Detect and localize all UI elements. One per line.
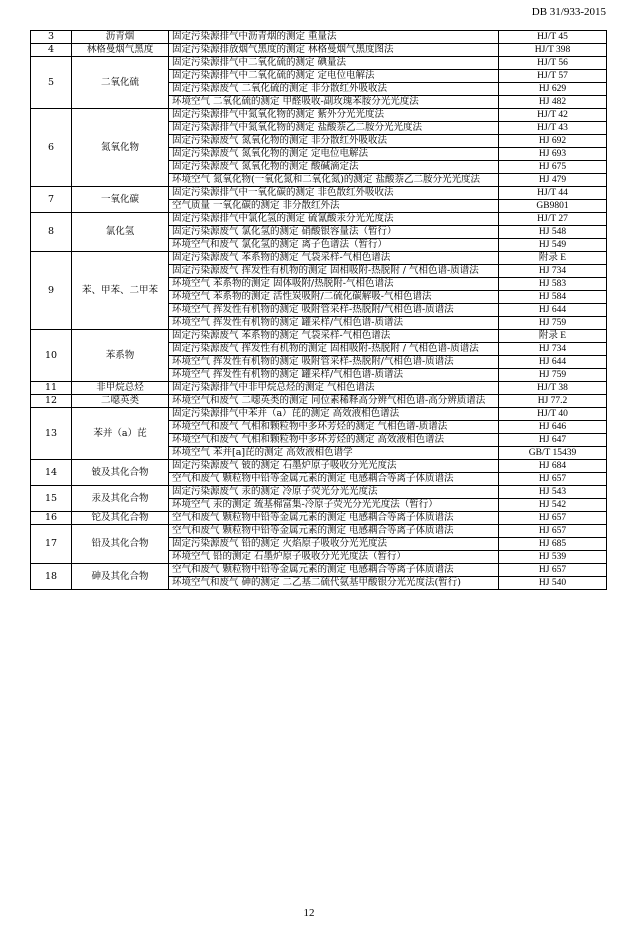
item-number: 12 <box>31 395 72 408</box>
standard-number: HJ 734 <box>499 343 607 356</box>
pollutant-name: 苯并（a）芘 <box>72 408 169 460</box>
method-description: 固定污染源废气 氮氧化物的测定 定电位电解法 <box>169 148 499 161</box>
standard-number: 附录 E <box>499 252 607 265</box>
pollutant-name: 非甲烷总烃 <box>72 382 169 395</box>
pollutant-name: 二噁英类 <box>72 395 169 408</box>
item-number: 6 <box>31 109 72 187</box>
method-description: 固定污染源排气中氯化氢的测定 硫氰酸汞分光光度法 <box>169 213 499 226</box>
table-row <box>31 330 607 343</box>
method-description: 空气和废气 颗粒物中铅等金属元素的测定 电感耦合等离子体质谱法 <box>169 473 499 486</box>
item-number: 8 <box>31 213 72 252</box>
standard-number: HJ/T 45 <box>499 31 607 44</box>
page-number: 12 <box>303 907 315 919</box>
table-row <box>31 382 607 395</box>
standard-number: HJ 77.2 <box>499 395 607 408</box>
item-number: 4 <box>31 44 72 57</box>
table-row <box>31 31 607 44</box>
standard-number: HJ 675 <box>499 161 607 174</box>
standard-number: HJ/T 27 <box>499 213 607 226</box>
method-description: 空气和废气 颗粒物中铅等金属元素的测定 电感耦合等离子体质谱法 <box>169 525 499 538</box>
item-number: 11 <box>31 382 72 395</box>
standard-number: GB9801 <box>499 200 607 213</box>
standard-number: HJ/T 56 <box>499 57 607 70</box>
standard-number: HJ 644 <box>499 356 607 369</box>
table-row <box>31 460 607 473</box>
standard-number: HJ 644 <box>499 304 607 317</box>
table-row <box>31 525 607 538</box>
method-description: 固定污染源废气 二氧化硫的测定 非分散红外吸收法 <box>169 83 499 96</box>
method-description: 固定污染源废气 氮氧化物的测定 非分散红外吸收法 <box>169 135 499 148</box>
method-description: 固定污染源排气中氮氧化物的测定 盐酸萘乙二胺分光光度法 <box>169 122 499 135</box>
item-number: 10 <box>31 330 72 382</box>
standard-number: HJ 657 <box>499 512 607 525</box>
method-description: 环境空气 苯系物的测定 固体吸附/热脱附-气相色谱法 <box>169 278 499 291</box>
method-description: 固定污染源废气 氮氧化物的测定 酸碱滴定法 <box>169 161 499 174</box>
method-description: 环境空气和废气 气相和颗粒物中多环芳烃的测定 高效液相色谱法 <box>169 434 499 447</box>
method-table-body <box>31 31 607 590</box>
standard-number: HJ 657 <box>499 473 607 486</box>
method-description: 固定污染源废气 铅的测定 火焰原子吸收分光光度法 <box>169 538 499 551</box>
standard-number: HJ 548 <box>499 226 607 239</box>
table-row <box>31 44 607 57</box>
standard-number: HJ/T 398 <box>499 44 607 57</box>
method-description: 固定污染源废气 氯化氢的测定 硝酸银容量法（暂行） <box>169 226 499 239</box>
item-number: 16 <box>31 512 72 525</box>
standard-code: DB 31/933-2015 <box>531 6 606 18</box>
standard-number: HJ 540 <box>499 577 607 590</box>
pollutant-name: 氮氧化物 <box>72 109 169 187</box>
table-row <box>31 512 607 525</box>
standard-number: HJ 583 <box>499 278 607 291</box>
standard-number: HJ/T 57 <box>499 70 607 83</box>
method-description: 固定污染源排气中非甲烷总烃的测定 气相色谱法 <box>169 382 499 395</box>
pollutant-name: 沥青烟 <box>72 31 169 44</box>
standard-number: HJ 482 <box>499 96 607 109</box>
method-description: 环境空气和废气 氯化氢的测定 离子色谱法（暂行） <box>169 239 499 252</box>
pollutant-name: 林格曼烟气黑度 <box>72 44 169 57</box>
pollutant-name: 铊及其化合物 <box>72 512 169 525</box>
item-number: 9 <box>31 252 72 330</box>
method-description: 环境空气 二氧化硫的测定 甲醛吸收-副玫瑰苯胺分光光度法 <box>169 96 499 109</box>
method-description: 固定污染源废气 苯系物的测定 气袋采样-气相色谱法 <box>169 252 499 265</box>
method-description: 环境空气 挥发性有机物的测定 吸附管采样-热脱附/气相色谱-质谱法 <box>169 304 499 317</box>
standard-number: HJ 759 <box>499 317 607 330</box>
method-description: 固定污染源排气中沥青烟的测定 重量法 <box>169 31 499 44</box>
standard-number: HJ/T 40 <box>499 408 607 421</box>
item-number: 13 <box>31 408 72 460</box>
method-table <box>30 30 607 590</box>
pollutant-name: 砷及其化合物 <box>72 564 169 590</box>
method-description: 固定污染源排气中氮氧化物的测定 紫外分光光度法 <box>169 109 499 122</box>
table-row <box>31 486 607 499</box>
method-description: 环境空气 汞的测定 巯基棉富集-冷原子荧光分光光度法（暂行） <box>169 499 499 512</box>
method-description: 环境空气和废气 二噁英类的测定 同位素稀释高分辨气相色谱-高分辨质谱法 <box>169 395 499 408</box>
table-row <box>31 109 607 122</box>
standard-number: HJ/T 44 <box>499 187 607 200</box>
method-description: 空气和废气 颗粒物中铅等金属元素的测定 电感耦合等离子体质谱法 <box>169 564 499 577</box>
pollutant-name: 二氧化硫 <box>72 57 169 109</box>
method-description: 固定污染源排气中二氧化硫的测定 定电位电解法 <box>169 70 499 83</box>
item-number: 5 <box>31 57 72 109</box>
pollutant-name: 铍及其化合物 <box>72 460 169 486</box>
standard-number: HJ 685 <box>499 538 607 551</box>
method-description: 固定污染源排放烟气黑度的测定 林格曼烟气黑度图法 <box>169 44 499 57</box>
table-row <box>31 187 607 200</box>
method-description: 固定污染源废气 汞的测定 冷原子荧光分光光度法 <box>169 486 499 499</box>
method-description: 环境空气 挥发性有机物的测定 罐采样/气相色谱-质谱法 <box>169 317 499 330</box>
method-description: 环境空气 苯并[a]芘的测定 高效液相色谱学 <box>169 447 499 460</box>
standard-number: HJ 542 <box>499 499 607 512</box>
table-row <box>31 408 607 421</box>
standard-number: HJ 549 <box>499 239 607 252</box>
pollutant-name: 苯系物 <box>72 330 169 382</box>
method-description: 环境空气 氮氧化物(一氧化氮和二氧化氮)的测定 盐酸萘乙二胺分光光度法 <box>169 174 499 187</box>
standard-number: 附录 E <box>499 330 607 343</box>
method-description: 环境空气和废气 气相和颗粒物中多环芳烃的测定 气相色谱-质谱法 <box>169 421 499 434</box>
standard-number: HJ 759 <box>499 369 607 382</box>
pollutant-name: 铅及其化合物 <box>72 525 169 564</box>
standard-number: HJ/T 38 <box>499 382 607 395</box>
table-row <box>31 395 607 408</box>
method-description: 环境空气 挥发性有机物的测定 罐采样/气相色谱-质谱法 <box>169 369 499 382</box>
table-row <box>31 213 607 226</box>
standard-number: GB/T 15439 <box>499 447 607 460</box>
standard-number: HJ 646 <box>499 421 607 434</box>
method-description: 固定污染源排气中一氧化碳的测定 非色散红外吸收法 <box>169 187 499 200</box>
standard-number: HJ 539 <box>499 551 607 564</box>
method-description: 环境空气和废气 砷的测定 二乙基二硫代氨基甲酸银分光光度法(暂行) <box>169 577 499 590</box>
method-description: 空气和废气 颗粒物中铅等金属元素的测定 电感耦合等离子体质谱法 <box>169 512 499 525</box>
table-row <box>31 57 607 70</box>
standard-number: HJ 692 <box>499 135 607 148</box>
standard-number: HJ 543 <box>499 486 607 499</box>
item-number: 18 <box>31 564 72 590</box>
item-number: 17 <box>31 525 72 564</box>
method-description: 固定污染源废气 铍的测定 石墨炉原子吸收分光光度法 <box>169 460 499 473</box>
pollutant-name: 汞及其化合物 <box>72 486 169 512</box>
standard-number: HJ 479 <box>499 174 607 187</box>
standard-number: HJ 584 <box>499 291 607 304</box>
item-number: 7 <box>31 187 72 213</box>
table-row <box>31 252 607 265</box>
method-description: 空气质量 一氧化碳的测定 非分散红外法 <box>169 200 499 213</box>
standard-number: HJ 657 <box>499 564 607 577</box>
pollutant-name: 苯、甲苯、二甲苯 <box>72 252 169 330</box>
method-description: 环境空气 苯系物的测定 活性炭吸附/二硫化碳解吸-气相色谱法 <box>169 291 499 304</box>
method-description: 环境空气 挥发性有机物的测定 吸附管采样-热脱附/气相色谱-质谱法 <box>169 356 499 369</box>
standard-number: HJ 647 <box>499 434 607 447</box>
standard-number: HJ 734 <box>499 265 607 278</box>
method-description: 固定污染源废气 苯系物的测定 气袋采样-气相色谱法 <box>169 330 499 343</box>
standard-number: HJ/T 42 <box>499 109 607 122</box>
standard-number: HJ 684 <box>499 460 607 473</box>
standard-number: HJ/T 43 <box>499 122 607 135</box>
pollutant-name: 氯化氢 <box>72 213 169 252</box>
method-description: 环境空气 铅的测定 石墨炉原子吸收分光光度法（暂行） <box>169 551 499 564</box>
table-row <box>31 564 607 577</box>
standard-number: HJ 693 <box>499 148 607 161</box>
item-number: 15 <box>31 486 72 512</box>
item-number: 3 <box>31 31 72 44</box>
method-description: 固定污染源排气中二氧化硫的测定 碘量法 <box>169 57 499 70</box>
standard-number: HJ 657 <box>499 525 607 538</box>
method-description: 固定污染源废气 挥发性有机物的测定 固相吸附-热脱附 / 气相色谱-质谱法 <box>169 343 499 356</box>
pollutant-name: 一氧化碳 <box>72 187 169 213</box>
item-number: 14 <box>31 460 72 486</box>
standard-number: HJ 629 <box>499 83 607 96</box>
method-description: 固定污染源排气中苯并（a）芘的测定 高效液相色谱法 <box>169 408 499 421</box>
method-description: 固定污染源废气 挥发性有机物的测定 固相吸附-热脱附 / 气相色谱-质谱法 <box>169 265 499 278</box>
